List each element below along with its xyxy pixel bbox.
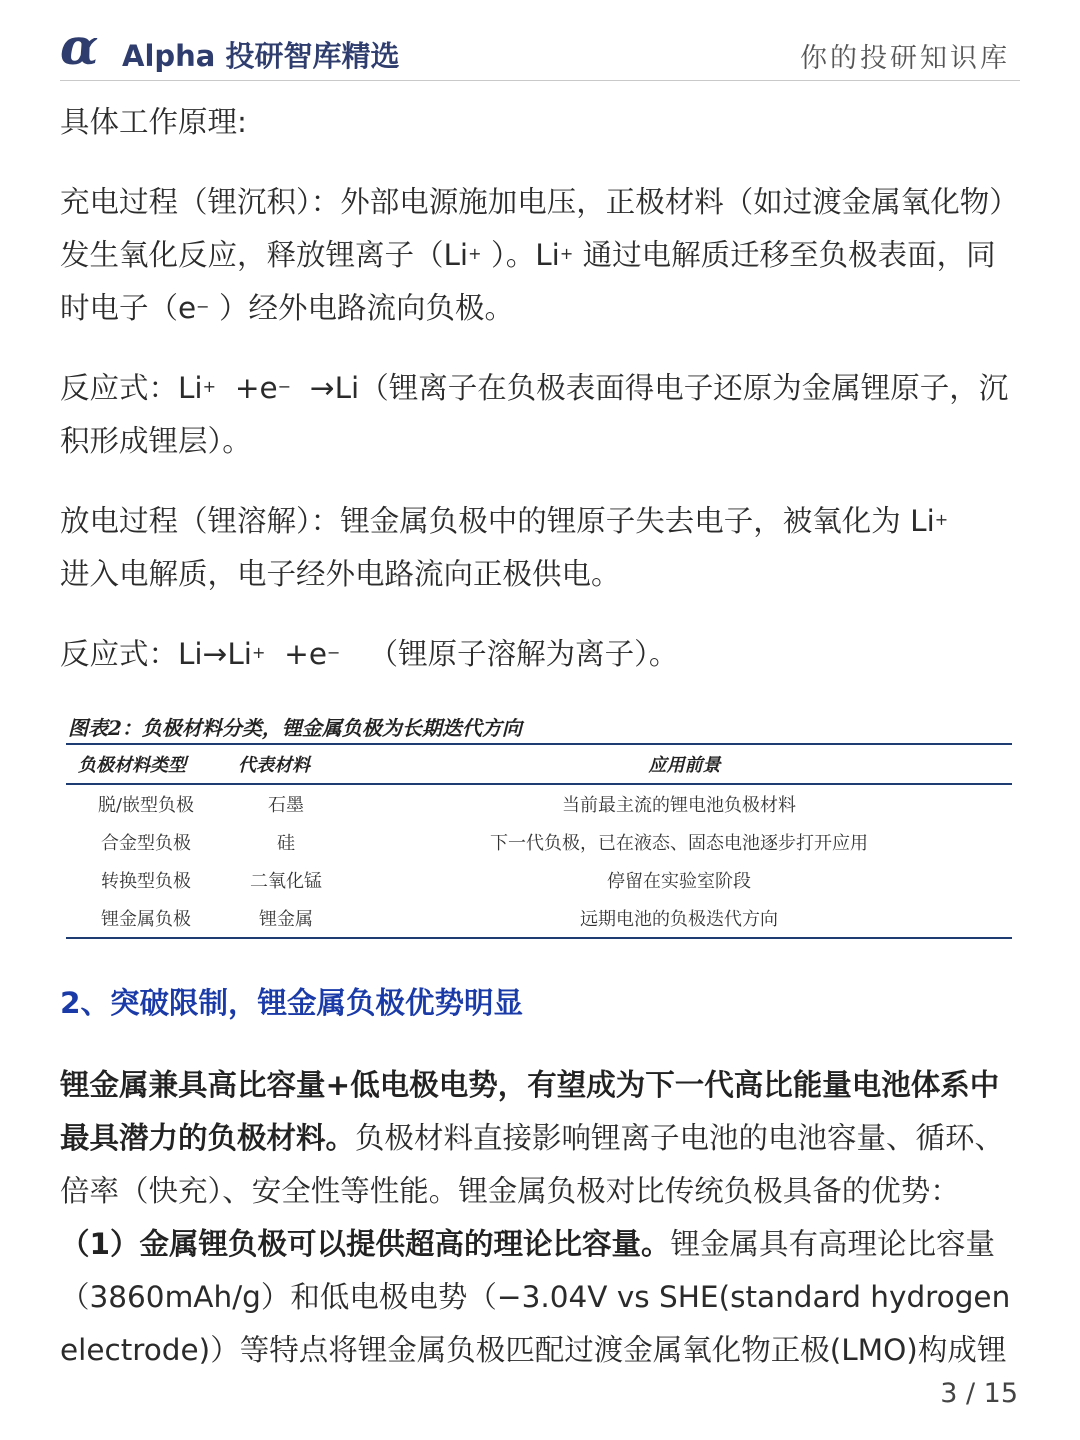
table-cell: 二氧化锰 xyxy=(250,871,322,892)
alpha-logo-icon: α xyxy=(60,17,99,76)
brand-name: Alpha 投研智库精选 xyxy=(122,39,400,73)
table-cell: 石墨 xyxy=(268,795,304,816)
superscript-minus: − xyxy=(327,643,341,662)
table-row xyxy=(66,861,1012,899)
table-cell: 当前最主流的锂电池负极材料 xyxy=(562,795,796,816)
header-tagline: 你的投研知识库 xyxy=(800,43,1010,74)
table-cell: 锂金属 xyxy=(226,899,346,938)
advantage-paragraph: 锂金属兼具高比容量+低电极电势，有望成为下一代高比能量电池体系中最具潜力的负极材料。负极材料直接影响锂离子电池的电池容量、循环、倍率（快充）、安全性等性能。锂金属负极对比传统负极具备的优势： （1）金属锂负极可以提供超高的理论比容量。锂金属具有高理论比容量（3860mAh/g）和低电极电势（−3.04V vs SHE(standard hydrogen electrode)）等特点将锂金属负极匹配过渡金属氧化物正极(LMO)构成锂 xyxy=(60,1068,1011,1367)
page-number: 3 / 15 xyxy=(940,1378,1018,1409)
table-cell: 下一代负极，已在液态、固态电池逐步打开应用 xyxy=(490,833,868,854)
superscript-minus: − xyxy=(196,297,210,316)
table-cell: 远期电池的负极迭代方向 xyxy=(346,899,1012,938)
superscript-plus: + xyxy=(202,377,217,396)
intro-line: 具体工作原理: xyxy=(60,105,247,139)
page-header xyxy=(60,17,1020,81)
section-heading: 2、突破限制，锂金属负极优势明显 xyxy=(60,986,524,1020)
superscript-plus: + xyxy=(934,510,949,529)
table-cell: 硅 xyxy=(277,833,295,854)
anode-material-table xyxy=(66,743,1012,939)
table-cell: 合金型负极 xyxy=(101,833,191,854)
table-row xyxy=(66,823,1012,861)
table-row xyxy=(66,899,1012,938)
reaction-2: 反应式：Li→Li+ +e− （锂原子溶解为离子）。 xyxy=(60,637,679,671)
superscript-plus: + xyxy=(559,244,574,263)
charge-paragraph: 充电过程（锂沉积）：外部电源施加电压，正极材料（如过渡金属氧化物）发生氧化反应，释放锂离子（Li+ ）。Li+ 通过电解质迁移至负极表面，同时电子（e− ）经外电路流向负极。 xyxy=(60,185,1019,325)
superscript-minus: − xyxy=(277,377,292,396)
table-cell: 停留在实验室阶段 xyxy=(607,871,751,892)
table-row xyxy=(66,784,1012,823)
figure-title: 图表2：负极材料分类，锂金属负极为长期迭代方向 xyxy=(68,716,522,740)
superscript-plus: + xyxy=(468,244,482,263)
document-body xyxy=(60,96,1022,1377)
table-cell: 脱/嵌型负极 xyxy=(97,795,195,816)
superscript-plus: + xyxy=(251,643,266,662)
reaction-1: 反应式：Li+ +e− →Li（锂离子在负极表面得电子还原为金属锂原子，沉积形成锂层）。 xyxy=(60,371,1009,458)
table-cell: 锂金属负极 xyxy=(66,899,226,938)
column-header: 应用前景 xyxy=(346,744,1012,784)
column-header: 代表材料 xyxy=(226,744,346,784)
discharge-paragraph: 放电过程（锂溶解）：锂金属负极中的锂原子失去电子，被氧化为 Li+ 进入电解质，电子经外电路流向正极供电。 xyxy=(60,504,949,591)
table-cell: 转换型负极 xyxy=(101,871,191,892)
table-header-row xyxy=(66,744,1012,784)
column-header: 负极材料类型 xyxy=(66,744,226,784)
